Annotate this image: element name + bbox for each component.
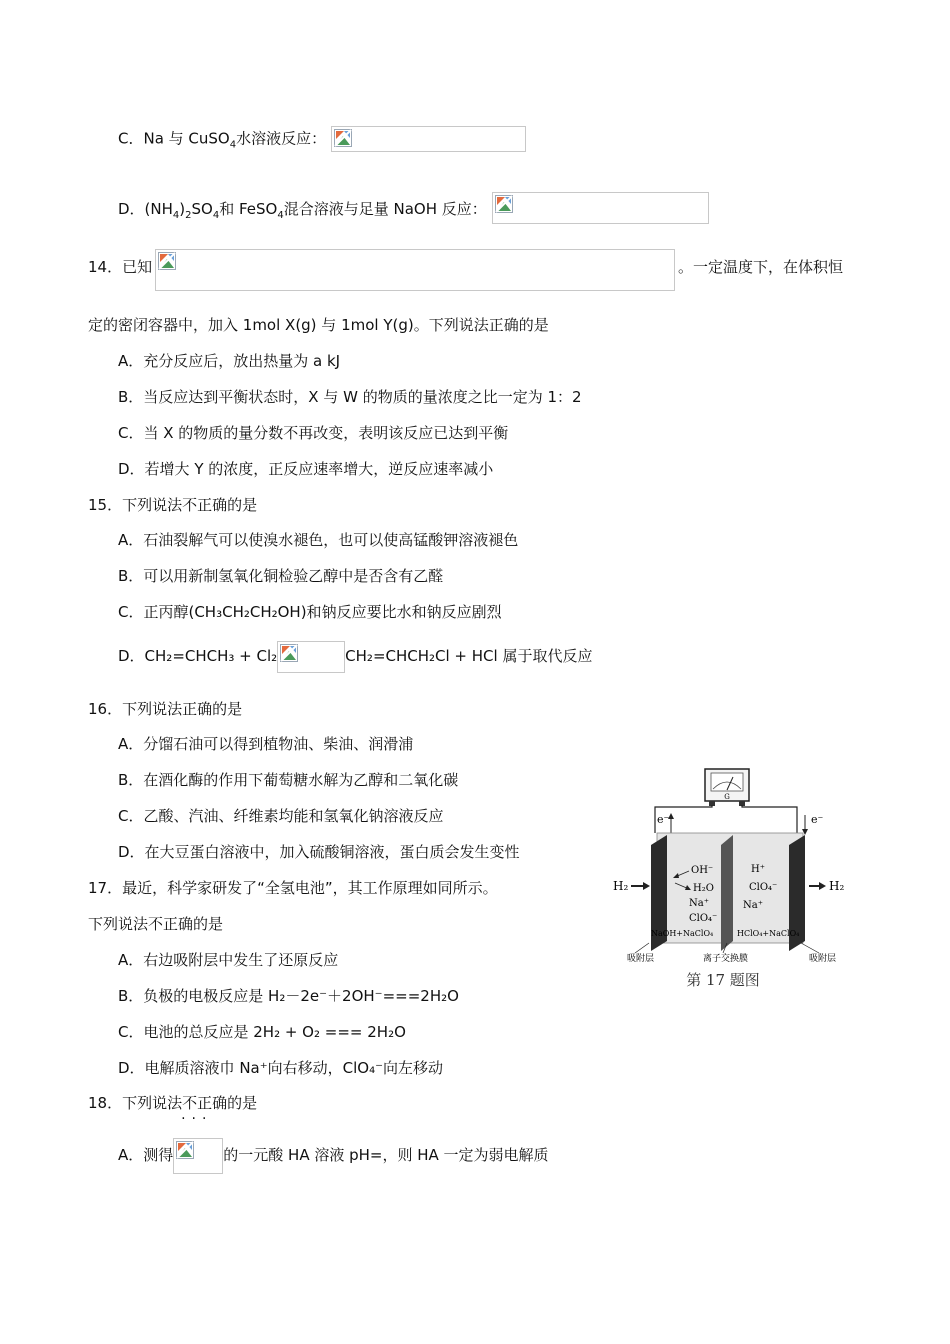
text: 和 FeSO: [219, 200, 278, 218]
hydroxide-label: OH⁻: [691, 865, 714, 876]
text: ): [179, 200, 186, 218]
q17-option-a: A．右边吸附层中发生了还原反应: [118, 951, 339, 969]
q18-option-a: [118, 1138, 549, 1174]
sub: 2: [185, 210, 192, 221]
q17-option-c: C．电池的总反应是 2H₂ + O₂ === 2H₂O: [118, 1023, 406, 1041]
q14-stem-line2: 定的密闭容器中，加入 1mol X(g) 与 1mol Y(g)。下列说法正确的是: [88, 316, 549, 334]
q15-option-a: A．石油裂解气可以使溴水褪色，也可以使高锰酸钾溶液褪色: [118, 531, 519, 549]
text: 混合溶液与足量 NaOH 反应：: [283, 200, 487, 218]
q16-stem: 16．下列说法正确的是: [88, 700, 243, 718]
q18-stem-text2: 的是: [227, 1094, 258, 1112]
perchlorate-right-label: ClO₄⁻: [749, 882, 778, 893]
q16-option-d: D．在大豆蛋白溶液中，加入硫酸铜溶液，蛋白质会发生变性: [118, 843, 520, 861]
q16-option-c: C．乙酸、汽油、纤维素均能和氢氧化钠溶液反应: [118, 807, 444, 825]
q18-a-text: A．测得: [118, 1146, 174, 1164]
q14-stem: [88, 256, 152, 278]
q18-stem-emphasis: 不正确 ···: [182, 1094, 227, 1112]
text: SO: [191, 200, 213, 218]
right-adsorption-layer-label: 吸附层: [809, 954, 837, 964]
q16-option-a: A．分馏石油可以得到植物油、柴油、润滑浦: [118, 735, 414, 753]
q18-a-text2: 的一元酸 HA 溶液 pH=，则 HA 一定为弱电解质: [223, 1146, 549, 1164]
q15-stem: 15．下列说法不正确的是: [88, 496, 258, 514]
q15-option-b: B．可以用新制氢氧化铜检验乙醇中是否含有乙醛: [118, 567, 444, 585]
right-h2-label: H₂: [829, 879, 845, 893]
hydrogen-battery-diagram: [605, 765, 850, 997]
right-wire: [742, 805, 797, 833]
q13-option-c: [118, 126, 526, 157]
perchlorate-left-label: ClO₄⁻: [689, 913, 718, 924]
broken-image-icon: [176, 1141, 194, 1159]
left-h2-label: H₂: [613, 879, 629, 893]
q14-option-d: D．若增大 Y 的浓度，正反应速率增大，逆反应速率减小: [118, 460, 494, 478]
hydrogen-ion-label: H⁺: [751, 864, 765, 875]
sodium-left-label: Na⁺: [689, 898, 709, 909]
right-solution-label: HClO₄+NaClO₄: [737, 929, 800, 938]
sub: 4: [172, 210, 180, 221]
left-adsorption-layer-label: 吸附层: [627, 954, 655, 964]
q15-option-d: [118, 641, 592, 673]
ion-exchange-membrane: [721, 835, 733, 951]
q18-stem-text: 18．下列说法: [88, 1094, 183, 1112]
q13-c-sub: 4: [229, 139, 237, 151]
equation-image-placeholder: [155, 249, 675, 291]
q17-stem-line2: 下列说法不正确的是: [88, 915, 224, 933]
broken-image-icon: [495, 195, 513, 213]
left-electron-label: e⁻: [657, 813, 670, 826]
figure-caption: 第 17 题图: [686, 971, 760, 989]
q13-c-text2: 水溶液反应：: [236, 129, 327, 148]
broken-image-icon: [158, 252, 176, 270]
equation-image-placeholder: [331, 126, 526, 152]
q15-d-text: D．CH₂=CHCH₃ + Cl₂: [118, 647, 278, 665]
q14-number: 14．已知: [88, 258, 153, 276]
equation-image-placeholder: [492, 192, 709, 224]
q14-option-b: B．当反应达到平衡状态时，X 与 W 的物质的量浓度之比一定为 1：2: [118, 388, 582, 406]
concentration-image-placeholder: [173, 1138, 223, 1174]
q14-option-c: C．当 X 的物质的量分数不再改变，表明该反应已达到平衡: [118, 424, 509, 442]
right-electron-label: e⁻: [811, 813, 824, 826]
q17-option-d: D．电解质溶液巾 Na⁺向右移动，ClO₄⁻向左移动: [118, 1059, 444, 1077]
sub: 4: [277, 210, 284, 221]
membrane-label: 离子交换膜: [703, 954, 749, 964]
broken-image-icon: [280, 644, 298, 662]
q17-stem: 17．最近，科学家研发了“全氢电池”，其工作原理如同所示。: [88, 879, 498, 897]
meter-label: G: [724, 793, 730, 801]
sub: 4: [212, 210, 220, 221]
water-label: H₂O: [693, 883, 714, 894]
broken-image-icon: [334, 129, 352, 147]
galvanometer-icon: [705, 769, 749, 806]
q18-stem: [88, 1092, 257, 1114]
q15-option-c: C．正丙醇(CH₃CH₂CH₂OH)和钠反应要比水和钠反应剧烈: [118, 603, 502, 621]
reaction-condition-image-placeholder: [277, 641, 345, 673]
q14-stem-tail: 。一定温度下，在体积恒: [678, 258, 844, 276]
q13-d-text: D．(NH: [118, 200, 173, 218]
q16-option-b: B．在酒化酶的作用下葡萄糖水解为乙醇和二氧化碳: [118, 771, 459, 789]
q13-option-d: [118, 192, 709, 227]
sodium-right-label: Na⁺: [743, 900, 763, 911]
q17-option-b: B．负极的电极反应是 H₂－2e⁻＋2OH⁻===2H₂O: [118, 987, 459, 1005]
q15-d-text2: CH₂=CHCH₂Cl + HCl 属于取代反应: [345, 647, 593, 665]
left-solution-label: NaOH+NaClO₄: [651, 929, 714, 938]
q14-option-a: A．充分反应后，放出热量为 a kJ: [118, 352, 341, 370]
q13-c-text: C．Na 与 CuSO: [118, 129, 230, 148]
